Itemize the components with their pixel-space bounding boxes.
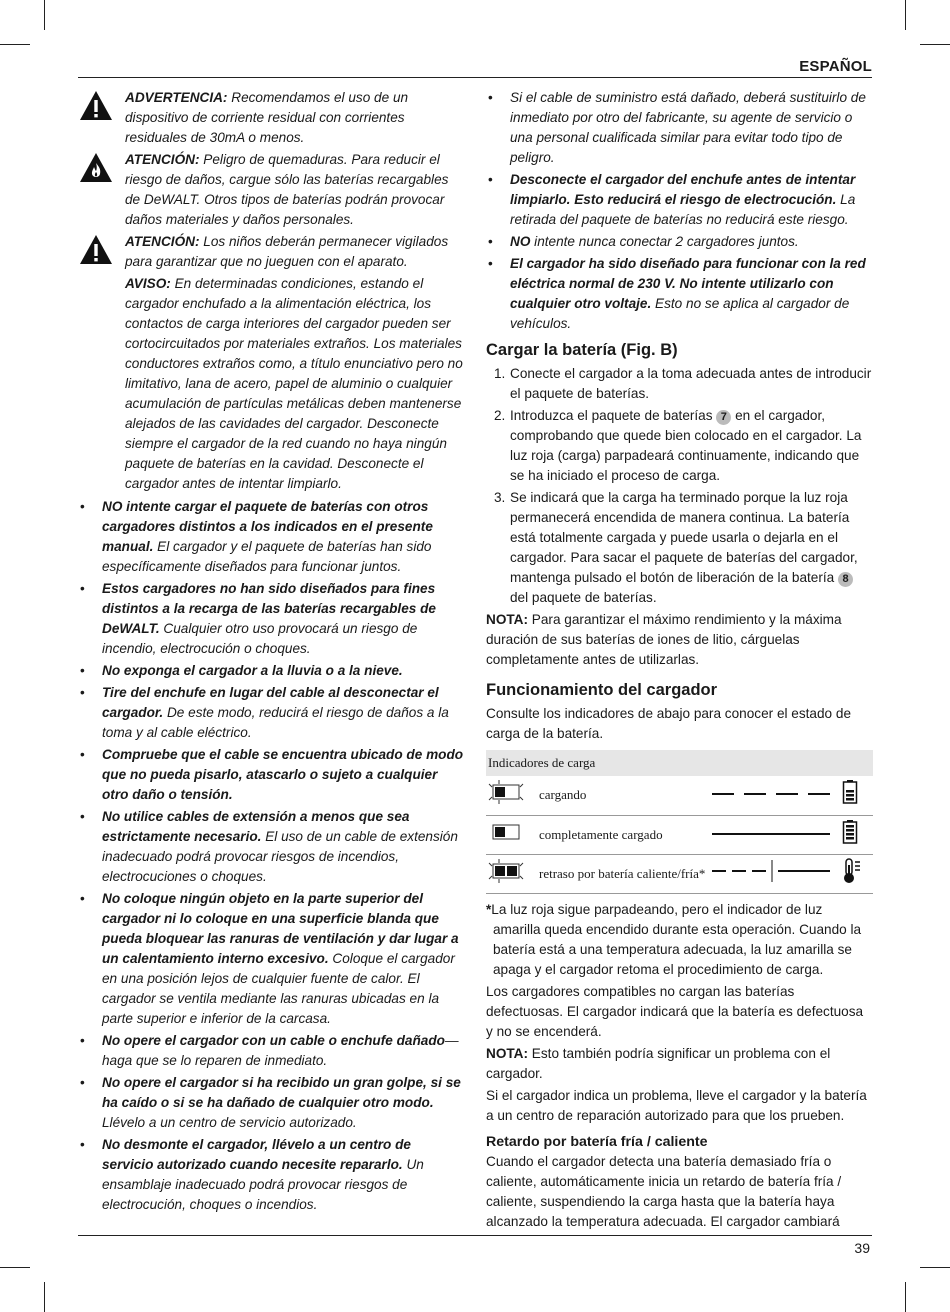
dashed-light-pattern [710, 789, 835, 799]
warning-text: Peligro de quemaduras. Para reducir el riesgo de daños, cargue sólo las baterías recargables de DeWALT. Otros tipos de baterías podrán provocar daños materiales y daños personales. [125, 152, 449, 227]
safety-bullet-list-continued [486, 88, 873, 334]
crop-mark [44, 1282, 45, 1312]
notice-aviso [78, 274, 465, 494]
list-item: • Desconecte el cargador del enchufe antes de intentar limpiarlo. Esto reducirá el riesgo de electrocución. La retirada del paquete de baterías no reducirá este riesgo. [486, 170, 873, 230]
section-title-delay: Retardo por batería fría / caliente [486, 1133, 708, 1150]
callout-badge: 7 [716, 410, 731, 425]
callout-badge: 8 [838, 572, 853, 587]
paragraph: Los cargadores compatibles no cargan las baterías defectuosas. El cargador indicará que la batería es defectuosa y no se encenderá. [486, 983, 864, 1039]
warning-triangle-icon [78, 89, 114, 122]
warning-atencion-burn [78, 150, 465, 230]
indicator-label: cargando [539, 787, 587, 803]
warning-atencion-ninos [78, 232, 465, 272]
list-item: • No exponga el cargador a la lluvia o a la nieve. [78, 661, 465, 681]
list-item: • No opere el cargador con un cable o enchufe dañado—haga que se lo reparen de inmediato. [78, 1031, 465, 1071]
section-title-operation: Funcionamiento del cargador [486, 681, 718, 699]
header-rule [78, 77, 872, 78]
battery-full-icon [842, 819, 858, 845]
crop-mark [0, 44, 30, 45]
warning-text: Recomendamos el uso de un dispositivo de corriente residual con corrientes residuales de 30mA o menos. [125, 90, 409, 145]
burn-hazard-icon [78, 151, 114, 184]
warning-triangle-icon [78, 233, 114, 266]
list-item: • No utilice cables de extensión a menos que sea estrictamente necesario. El uso de un cable de extensión inadecuado podrá provocar riesgos de incendios, electrocuciones o choques. [78, 807, 465, 887]
table-row [486, 776, 873, 815]
list-item: 2. Introduzca el paquete de baterías 7 en el cargador, comprobando que quede bien colocado en el cargador. La luz roja (carga) parpadeará continuamente, indicando que se ha iniciado el proceso de carga. [494, 408, 862, 483]
warning-text: Los niños deberán permanecer vigilados para garantizar que no jueguen con el aparato. [125, 234, 449, 269]
safety-bullet-list [78, 497, 465, 1215]
list-item: • Compruebe que el cable se encuentra ubicado de modo que no pueda pisarlo, atascarlo o sujeto a cualquier otro daño o tensión. [78, 745, 465, 805]
led-steady-icon [487, 820, 525, 844]
section-title-charge: Cargar la batería (Fig. B) [486, 341, 678, 359]
paragraph: Si el cargador indica un problema, lleve el cargador y la batería a un centro de reparación autorizado para que los prueben. [486, 1087, 867, 1123]
led-blinking-icon [487, 780, 525, 804]
page-number: 39 [854, 1240, 870, 1256]
list-item: • No desmonte el cargador, llévelo a un centro de servicio autorizado cuando necesite repararlo. Un ensamblaje inadecuado podrá provocar riesgos de electrocución, choques o incendios. [78, 1135, 465, 1215]
notice-text: En determinadas condiciones, estando el cargador enchufado a la alimentación eléctrica, los contactos de carga interiores del cargador pueden ser cortocircuitados por materiales extraños. Los materiales conductores extraños como, a título enunciativo pero no limitativo, lana de acero, papel de aluminio o cualquier acumulación de partículas metálicas deben mantenerse alejados de las cavidades del cargador. Desconecte siempre el cargador de la red cuando no haya ningún paquete de baterías en la cavidad. Desconecte el cargador antes de intentar limpiarlo. [125, 276, 463, 491]
notice-label: AVISO: [125, 276, 171, 291]
crop-mark [0, 1267, 30, 1268]
warning-label: ATENCIÓN: [125, 152, 200, 167]
list-item: • No opere el cargador si ha recibido un gran golpe, si se ha caído o si se ha dañado de cualquier otro modo. Llévelo a un centro de servicio autorizado. [78, 1073, 465, 1133]
right-column [486, 88, 873, 1234]
thermometer-icon [842, 857, 864, 885]
crop-mark [920, 44, 950, 45]
indicator-label: completamente cargado [539, 826, 663, 842]
crop-mark [905, 0, 906, 30]
table-header: Indicadores de carga [486, 750, 873, 776]
footer-rule [78, 1235, 872, 1236]
note-paragraph: NOTA: Esto también podría significar un problema con el cargador. [486, 1045, 831, 1081]
warning-advertencia [78, 88, 465, 148]
warning-label: ATENCIÓN: [125, 234, 200, 249]
list-item: • No coloque ningún objeto en la parte superior del cargador ni lo coloque en una superficie blanda que pueda bloquear las ranuras de ventilación y dar lugar a un calentamiento interno excesivo. Coloque el cargador en una posición lejos de cualquier fuente de calor. El cargador se ventila mediante las ranuras ubicadas en la parte superior e inferior de la carcasa. [78, 889, 465, 1029]
language-header: ESPAÑOL [799, 58, 872, 75]
list-item: • Tire del enchufe en lugar del cable al desconectar el cargador. De este modo, reducirá el riesgo de daños a la toma y al cable eléctrico. [78, 683, 465, 743]
list-item: • Estos cargadores no han sido diseñados para fines distintos a la recarga de las baterías recargables de DeWALT. Cualquier otro uso provocará un riesgo de incendio, electrocución o choques. [78, 579, 465, 659]
list-item: • NO intente cargar el paquete de baterías con otros cargadores distintos a los indicados en el presente manual. El cargador y el paquete de baterías han sido específicamente diseñados para funcionar juntos. [78, 497, 465, 577]
list-item: 1. Conecte el cargador a la toma adecuada antes de introducir el paquete de baterías. [494, 366, 872, 401]
dash-solid-light-pattern [710, 858, 835, 884]
indicator-label: retraso por batería caliente/fría* [539, 865, 706, 881]
list-item: 3. Se indicará que la carga ha terminado porque la luz roja permanecerá encendida de manera continua. La batería está totalmente cargada y puede usarla o dejarla en el cargador. Para sacar el paquete de baterías del cargador, mantenga pulsado el botón de liberación de la batería 8 del paquete de baterías. [494, 490, 858, 605]
crop-mark [920, 1267, 950, 1268]
warning-label: ADVERTENCIA: [125, 90, 228, 105]
intro-paragraph: Consulte los indicadores de abajo para conocer el estado de carga de la batería. [486, 706, 852, 741]
list-item: • NO intente nunca conectar 2 cargadores juntos. [486, 232, 873, 252]
note-paragraph: NOTA: Para garantizar el máximo rendimiento y la máxima duración de sus baterías de iones de litio, cárguelas completamente antes de utilizarlas. [486, 612, 842, 667]
list-item: • Si el cable de suministro está dañado, deberá sustituirlo de inmediato por otro del fabricante, su agente de servicio o una personal cualificada similar para evitar todo tipo de peligro. [486, 88, 873, 168]
crop-mark [905, 1282, 906, 1312]
charge-indicator-table [486, 750, 873, 894]
led-dual-blinking-icon [487, 859, 525, 883]
table-row [486, 815, 873, 854]
crop-mark [44, 0, 45, 30]
battery-charging-icon [842, 779, 858, 805]
table-row [486, 854, 873, 893]
left-column [78, 88, 465, 1217]
list-item: • El cargador ha sido diseñado para funcionar con la red eléctrica normal de 230 V. No intente utilizarlo con cualquier otro voltaje. Esto no se aplica al cargador de vehículos. [486, 254, 873, 334]
solid-light-pattern [710, 829, 835, 839]
paragraph: Cuando el cargador detecta una batería demasiado fría o caliente, automáticamente inicia un retardo de batería fría / caliente, suspendiendo la carga hasta que la batería haya alcanzado la temperatura adecuada. El cargador cambiará [486, 1153, 842, 1229]
charge-steps [486, 364, 873, 608]
footnote: *La luz roja sigue parpadeando, pero el indicador de luz amarilla queda encendido durante esta operación. Cuando la batería está a una temperatura adecuada, la luz amarilla se apaga y el cargador retoma el procedimiento de carga. [486, 901, 862, 977]
